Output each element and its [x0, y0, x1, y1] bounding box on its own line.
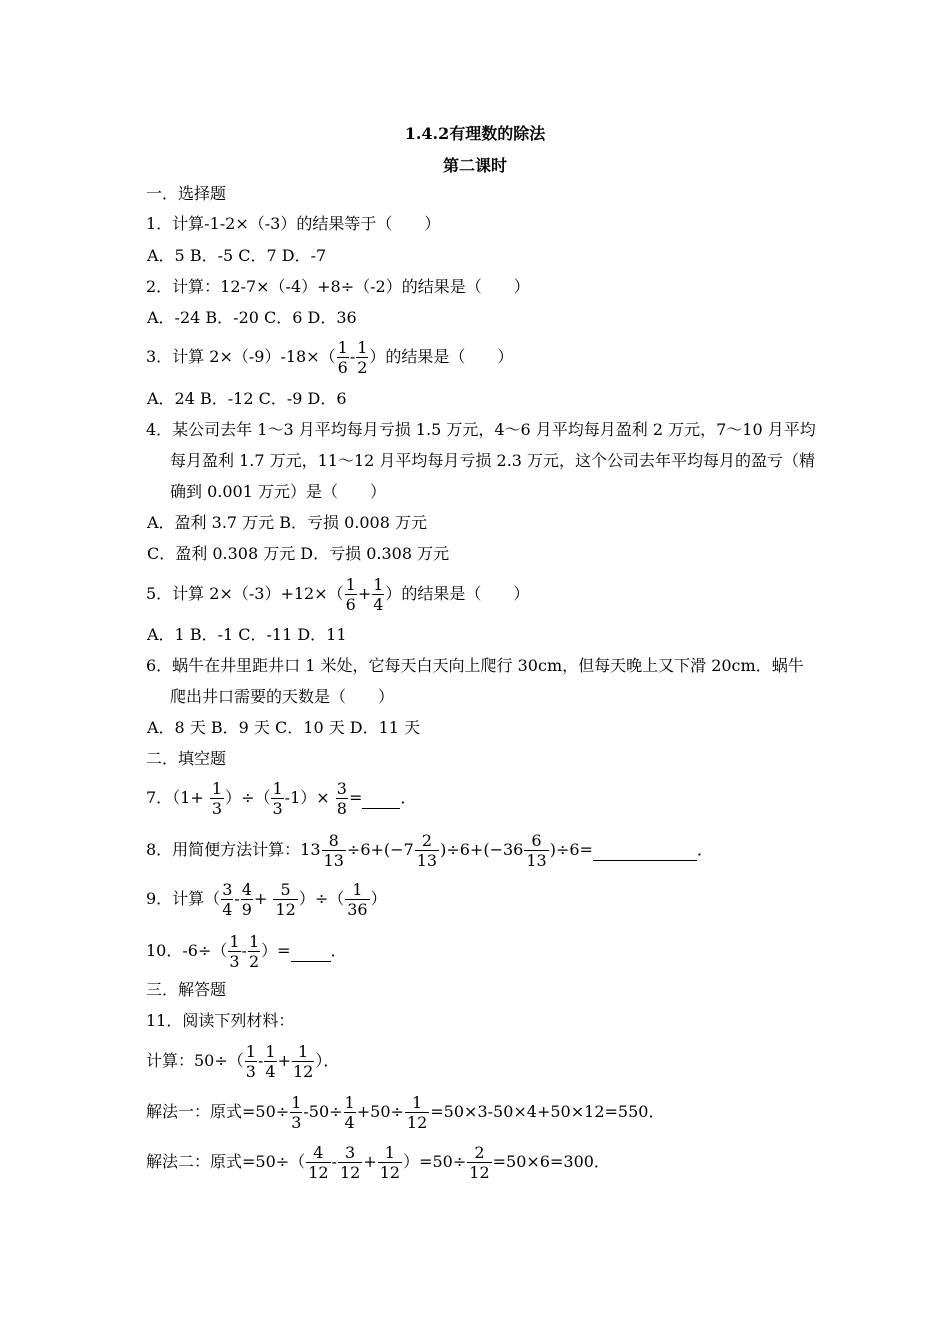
question-10: 10．-6÷（ $\frac{1}{3}$ - $\frac{1}{2}$ ）= ． [146, 932, 347, 971]
question-6-line-2: 爬出井口需要的天数是（ ） [170, 687, 395, 706]
fraction: $\frac{1}{6}$ [337, 338, 348, 377]
fraction: $\frac{1}{4}$ [344, 1093, 355, 1132]
question-11-intro: 11．阅读下列材料： [146, 1011, 295, 1030]
section-heading-answer: 三．解答题 [146, 980, 227, 999]
question-7: 7．（1+ $\frac{1}{3}$ ）÷（ $\frac{1}{3}$ -1）× $\frac{3}{8}$ = ． [146, 779, 417, 818]
question-11-solution-2: 解法二：原式=50÷（ $\frac{4}{12}$ - $\frac{3}{12}$ + $\frac{1}{12}$ ）=50÷ $\frac{2}{12}$ =50×6=300． [146, 1143, 610, 1182]
question-2-options: A．-24 B．-20 C．6 D．36 [147, 308, 357, 327]
fraction: $\frac{1}{3}$ [291, 1093, 302, 1132]
fraction: $\frac{1}{6}$ [345, 575, 356, 614]
fraction: $\frac{3}{12}$ [339, 1143, 361, 1182]
question-4-line-3: 确到 0.001 万元）是（ ） [170, 482, 386, 501]
answer-blank[interactable] [362, 788, 400, 809]
fraction: $\frac{2}{12}$ [469, 1143, 490, 1182]
question-6-options: A．8 天 B．9 天 C．10 天 D．11 天 [147, 718, 421, 737]
fraction: $\frac{1}{12}$ [379, 1143, 401, 1182]
question-5: 5．计算 2×（-3）+12×（ $\frac{1}{6}$ + $\frac{1}{4}$ ）的结果是（ ） [146, 575, 530, 614]
fraction: $\frac{2}{13}$ [416, 831, 438, 870]
question-11-calc: 计算：50÷（ $\frac{1}{3}$ - $\frac{1}{4}$ + $\frac{1}{12}$ ）． [146, 1042, 340, 1081]
question-4-line-1: 4．某公司去年 1～3 月平均每月亏损 1.5 万元，4～6 月平均每月盈利 2 万元，7～10 月平均 [146, 420, 816, 439]
answer-blank[interactable] [593, 840, 697, 861]
fraction: $\frac{3}{8}$ [336, 779, 347, 818]
fraction: $\frac{1}{4}$ [265, 1042, 276, 1081]
fraction: $\frac{6}{13}$ [526, 831, 547, 870]
question-3: 3．计算 2×（-9）-18×（ $\frac{1}{6}$ - $\frac{1}{2}$ ）的结果是（ ） [146, 338, 514, 377]
fraction: $\frac{5}{12}$ [275, 880, 296, 919]
question-3-options: A．24 B．-12 C．-9 D．6 [147, 389, 347, 408]
fraction: $\frac{4}{9}$ [241, 880, 252, 919]
question-2: 2．计算：12-7×（-4）+8÷（-2）的结果是（ ） [146, 277, 530, 296]
fraction: $\frac{1}{3}$ [272, 779, 283, 818]
fraction: $\frac{8}{13}$ [323, 831, 344, 870]
fraction: $\frac{1}{2}$ [357, 338, 368, 377]
page-subtitle: 第二课时 [442, 156, 507, 175]
question-9: 9．计算（ $\frac{3}{4}$ - $\frac{4}{9}$ + $\frac{5}{12}$ ）÷（ $\frac{1}{36}$ ） [146, 880, 387, 919]
question-4-options-ab: A．盈利 3.7 万元 B．亏损 0.008 万元 [147, 513, 427, 532]
fraction: $\frac{4}{12}$ [308, 1143, 329, 1182]
question-4-line-2: 每月盈利 1.7 万元，11～12 月平均每月亏损 2.3 万元，这个公司去年平均每月的盈亏（精 [170, 451, 816, 470]
section-heading-choice: 一．选择题 [146, 184, 227, 203]
question-1: 1．计算-1-2×（-3）的结果等于（ ） [146, 214, 441, 233]
section-heading-fill: 二．填空题 [146, 749, 227, 768]
question-6-line-1: 6．蜗牛在井里距井口 1 米处，它每天白天向上爬行 30cm，但每天晚上又下滑 20cm．蜗牛 [146, 656, 804, 675]
fraction: $\frac{1}{3}$ [229, 932, 240, 971]
answer-blank[interactable] [291, 941, 331, 962]
question-8: 8．用简便方法计算：13 $\frac{8}{13}$ ÷6+(−7 $\frac{2}{13}$ )÷6+(−36 $\frac{6}{13}$ )÷6= ． [146, 831, 713, 870]
question-11-solution-1: 解法一：原式=50÷ $\frac{1}{3}$ -50÷ $\frac{1}{4}$ +50÷ $\frac{1}{12}$ =50×3-50×4+50×12=550． [146, 1093, 665, 1132]
fraction: $\frac{1}{3}$ [211, 779, 223, 818]
fraction: $\frac{1}{2}$ [248, 932, 260, 971]
question-1-options: A．5 B．-5 C．7 D．-7 [147, 246, 327, 265]
fraction: $\frac{1}{36}$ [347, 880, 368, 919]
page-title: 1.4.2有理数的除法 [404, 124, 546, 143]
fraction: $\frac{3}{4}$ [222, 880, 233, 919]
question-5-options: A．1 B．-1 C．-11 D．11 [147, 625, 347, 644]
fraction: $\frac{1}{12}$ [406, 1093, 428, 1132]
fraction: $\frac{1}{4}$ [373, 575, 384, 614]
question-4-options-cd: C．盈利 0.308 万元 D．亏损 0.308 万元 [147, 544, 450, 563]
fraction: $\frac{1}{12}$ [292, 1042, 314, 1081]
fraction: $\frac{1}{3}$ [245, 1042, 256, 1081]
